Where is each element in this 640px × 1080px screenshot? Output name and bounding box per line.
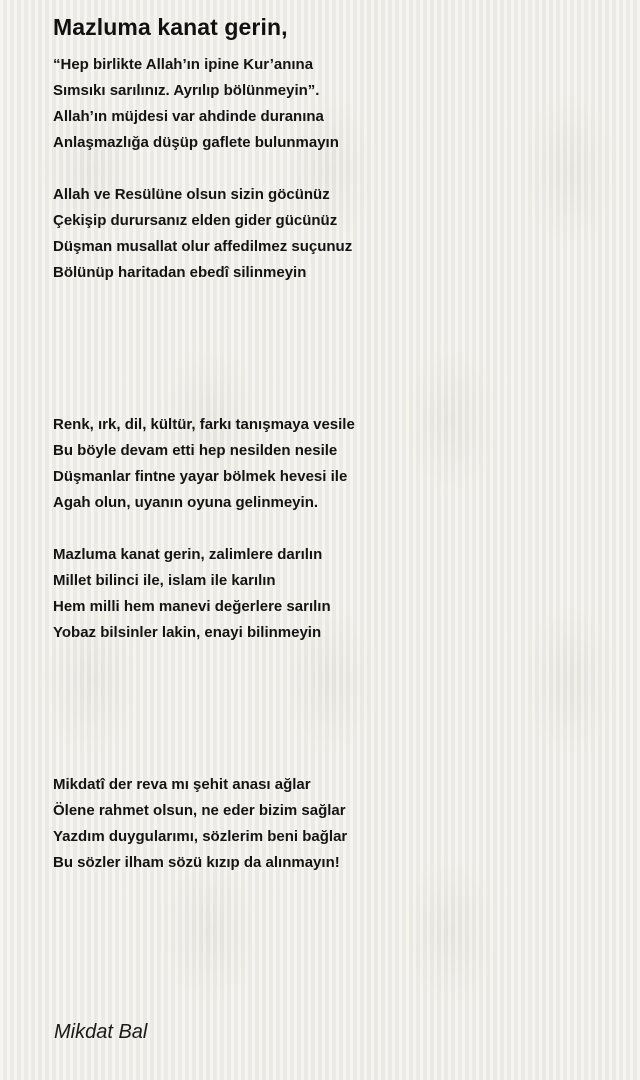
poem-line: Bölünüp haritadan ebedî silinmeyin	[53, 264, 307, 281]
poem-line: “Hep birlikte Allah’ın ipine Kur’anına	[53, 56, 314, 73]
poem-line: Renk, ırk, dil, kültür, farkı tanışmaya vesile	[53, 416, 355, 433]
stanza-3	[53, 412, 355, 516]
stanza-4	[53, 542, 331, 646]
poem-line: Millet bilinci ile, islam ile karılın	[53, 572, 276, 589]
poem-author: Mikdat Bal	[54, 1021, 148, 1043]
poem-line: Mikdatî der reva mı şehit anası ağlar	[53, 776, 311, 793]
poem-line: Allah ve Resülüne olsun sizin göcünüz	[53, 186, 330, 203]
stanza-5	[53, 772, 347, 876]
poem-line: Allah’ın müjdesi var ahdinde duranına	[53, 108, 324, 125]
poem-line: Yobaz bilsinler lakin, enayi bilinmeyin	[53, 624, 322, 641]
poem-line: Yazdım duygularımı, sözlerim beni bağlar	[53, 828, 348, 845]
poem-line: Hem milli hem manevi değerlere sarılın	[53, 598, 331, 615]
poem-line: Sımsıkı sarılınız. Ayrılıp bölünmeyin”.	[53, 82, 320, 99]
poem-line: Çekişip durursanız elden gider gücünüz	[53, 212, 338, 229]
poem-line: Bu sözler ilham sözü kızıp da alınmayın!	[53, 854, 340, 871]
poem-line: Mazluma kanat gerin, zalimlere darılın	[53, 546, 323, 563]
poem-line: Düşmanlar fintne yayar bölmek hevesi ile	[53, 468, 348, 485]
stanza-1	[53, 52, 339, 156]
poem-line: Düşman musallat olur affedilmez suçunuz	[53, 238, 353, 255]
stanza-2	[53, 182, 352, 286]
poem-line: Bu böyle devam etti hep nesilden nesile	[53, 442, 338, 459]
poem-line: Agah olun, uyanın oyuna gelinmeyin.	[53, 494, 319, 511]
poem-title: Mazluma kanat gerin,	[53, 14, 288, 40]
poem-line: Anlaşmazlığa düşüp gaflete bulunmayın	[53, 134, 339, 151]
poem-line: Ölene rahmet olsun, ne eder bizim sağlar	[53, 802, 346, 819]
